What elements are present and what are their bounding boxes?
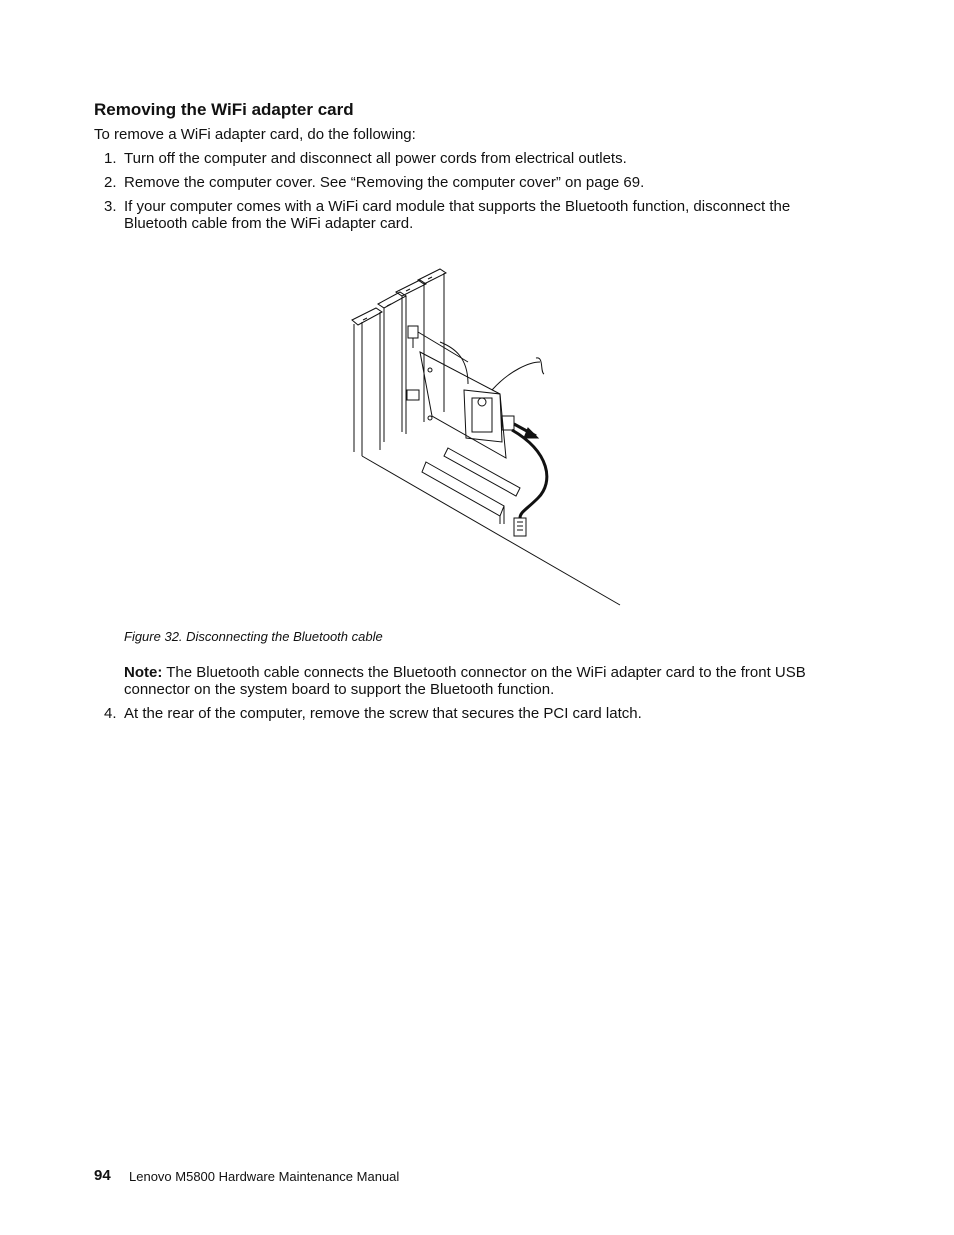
page-number: 94 xyxy=(94,1167,111,1184)
section-heading: Removing the WiFi adapter card xyxy=(94,100,354,119)
figure-caption: Figure 32. Disconnecting the Bluetooth cable xyxy=(124,629,383,644)
step-text: At the rear of the computer, remove the screw that secures the PCI card latch. xyxy=(124,705,642,722)
document-title: Lenovo M5800 Hardware Maintenance Manual xyxy=(129,1169,400,1184)
step-text: If your computer comes with a WiFi card module that supports the Bluetooth function, disconnect the Bluetooth cable from the WiFi adapter card. xyxy=(124,198,791,232)
step-number: 3. xyxy=(104,198,117,215)
step-number: 2. xyxy=(104,174,117,191)
bluetooth-cable-illustration xyxy=(340,262,630,612)
note-paragraph xyxy=(124,664,854,698)
step-text: Turn off the computer and disconnect all power cords from electrical outlets. xyxy=(124,150,627,167)
note-text: The Bluetooth cable connects the Bluetooth connector on the WiFi adapter card to the front USB connector on the system board to support the Bluetooth function. xyxy=(124,664,806,698)
step-number: 4. xyxy=(104,705,117,722)
step-number: 1. xyxy=(104,150,117,167)
note-label: Note: xyxy=(124,664,163,681)
step-text: Remove the computer cover. See “Removing the computer cover” on page 69. xyxy=(124,174,645,191)
intro-text: To remove a WiFi adapter card, do the following: xyxy=(94,126,416,143)
